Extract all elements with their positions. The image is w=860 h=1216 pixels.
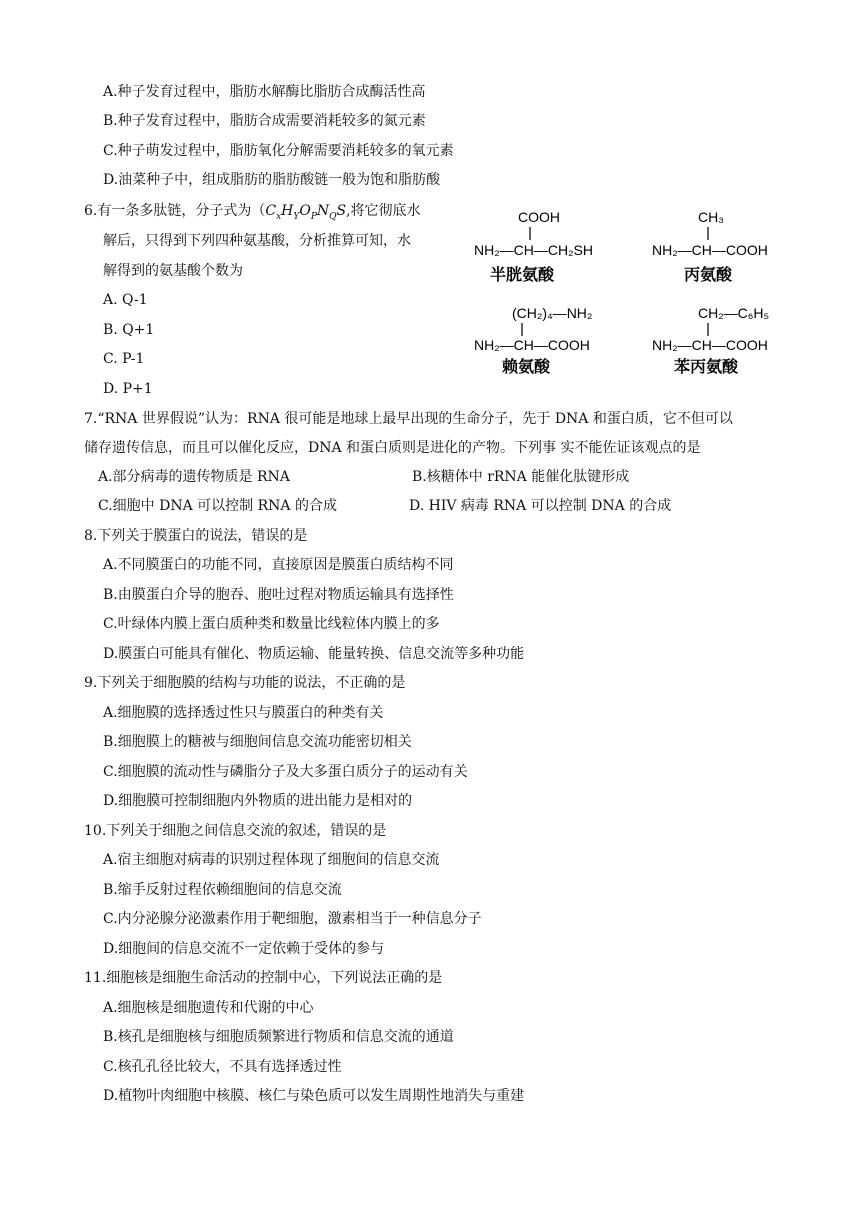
q9-option-d: D.细胞膜可控制细胞内外物质的进出能力是相对的: [103, 793, 413, 809]
q9-option-c: C.细胞膜的流动性与磷脂分子及大多蛋白质分子的运动有关: [103, 764, 468, 780]
q11-option-a: A.细胞核是细胞遗传和代谢的中心: [103, 1000, 314, 1016]
lys-name: 赖氨酸: [502, 359, 551, 376]
ala-name: 丙氨酸: [684, 267, 733, 284]
q6-formula: $C_xH_YO_PN_QS$: [265, 203, 347, 222]
ala-main-chain: NH₂—CH—COOH: [652, 242, 768, 258]
ala-top-group: CH₃: [698, 209, 724, 225]
q10-option-c: C.内分泌腺分泌激素作用于靶细胞，激素相当于一种信息分子: [103, 911, 482, 927]
q7-option-d: D. HIV 病毒 RNA 可以控制 DNA 的合成: [409, 498, 672, 514]
cys-name: 半胱氨酸: [490, 267, 555, 284]
q5-option-b: B.种子发育过程中，脂肪合成需要消耗较多的氮元素: [103, 113, 426, 129]
lys-main-chain: NH₂—CH—COOH: [474, 337, 590, 353]
q8-option-d: D.膜蛋白可能具有催化、物质运输、能量转换、信息交流等多种功能: [103, 646, 525, 662]
phe-main-chain: NH₂—CH—COOH: [652, 337, 768, 353]
amino-acid-structures-figure: [468, 200, 788, 380]
q7-option-c: C.细胞中 DNA 可以控制 RNA 的合成: [98, 498, 337, 514]
q10-option-b: B.缩手反射过程依赖细胞间的信息交流: [103, 882, 342, 898]
q5-option-c: C.种子萌发过程中，脂肪氧化分解需要消耗较多的氧元素: [103, 143, 454, 159]
q6-stem-line3: 解得到的氨基酸个数为: [103, 263, 243, 279]
q9-stem: 9.下列关于细胞膜的结构与功能的说法，不正确的是: [84, 675, 406, 691]
q8-stem: 8.下列关于膜蛋白的说法，错误的是: [84, 528, 308, 544]
q9-option-b: B.细胞膜上的糖被与细胞间信息交流功能密切相关: [103, 734, 412, 750]
q6-option-d: D. P+1: [103, 381, 153, 397]
q11-stem: 11.细胞核是细胞生命活动的控制中心，下列说法正确的是: [84, 970, 443, 986]
q8-option-c: C.叶绿体内膜上蛋白质种类和数量比线粒体内膜上的多: [103, 616, 440, 632]
phenylalanine-structure: [652, 305, 769, 376]
q7-stem-line1: 7.“RNA 世界假说”认为：RNA 很可能是地球上最早出现的生命分子，先于 DNA 和蛋白质，它不但可以: [84, 411, 733, 427]
cysteine-structure: [474, 209, 593, 284]
q11-option-c: C.核孔孔径比较大，不具有选择透过性: [103, 1059, 342, 1075]
phe-top-group: CH₂—C₆H₅: [698, 305, 770, 321]
cys-main-chain: NH₂—CH—CH₂SH: [474, 242, 593, 258]
q6-stem-suffix: ,将它彻底水: [346, 203, 421, 219]
q5-option-a: A.种子发育过程中，脂肪水解酶比脂肪合成酶活性高: [103, 84, 426, 100]
lysine-structure: [474, 305, 592, 376]
q5-option-d: D.油菜种子中，组成脂肪的脂肪酸链一般为饱和脂肪酸: [103, 172, 441, 188]
q9-option-a: A.细胞膜的选择透过性只与膜蛋白的种类有关: [103, 705, 384, 721]
q6-option-a: A. Q-1: [103, 292, 148, 308]
q6-stem-line1: [84, 201, 421, 227]
q7-option-a: A.部分病毒的遗传物质是 RNA: [98, 469, 290, 485]
q10-option-d: D.细胞间的信息交流不一定依赖于受体的参与: [103, 941, 385, 957]
q8-option-a: A.不同膜蛋白的功能不同，直接原因是膜蛋白质结构不同: [103, 557, 454, 573]
q10-stem: 10.下列关于细胞之间信息交流的叙述，错误的是: [84, 823, 387, 839]
q7-stem-line2: 储存遗传信息，而且可以催化反应，DNA 和蛋白质则是进化的产物。下列事 实不能佐证该观点的是: [84, 440, 701, 456]
alanine-structure: [652, 209, 768, 284]
q6-option-b: B. Q+1: [103, 322, 155, 338]
q6-stem-prefix: 6.有一条多肽链，分子式为（: [84, 203, 266, 219]
cys-top-group: COOH: [518, 209, 560, 225]
q11-option-d: D.植物叶肉细胞中核膜、核仁与染色质可以发生周期性地消失与重建: [103, 1088, 525, 1104]
q8-option-b: B.由膜蛋白介导的胞吞、胞吐过程对物质运输具有选择性: [103, 587, 454, 603]
q6-stem-line2: 解后，只得到下列四种氨基酸，分析推算可知，水: [103, 233, 411, 249]
lys-top-group: (CH₂)₄—NH₂: [512, 305, 593, 321]
q6-option-c: C. P-1: [103, 351, 145, 367]
q11-option-b: B.核孔是细胞核与细胞质频繁进行物质和信息交流的通道: [103, 1029, 454, 1045]
q7-option-b: B.核糖体中 rRNA 能催化肽键形成: [412, 469, 630, 485]
q10-option-a: A.宿主细胞对病毒的识别过程体现了细胞间的信息交流: [103, 852, 440, 868]
phe-name: 苯丙氨酸: [674, 359, 739, 376]
